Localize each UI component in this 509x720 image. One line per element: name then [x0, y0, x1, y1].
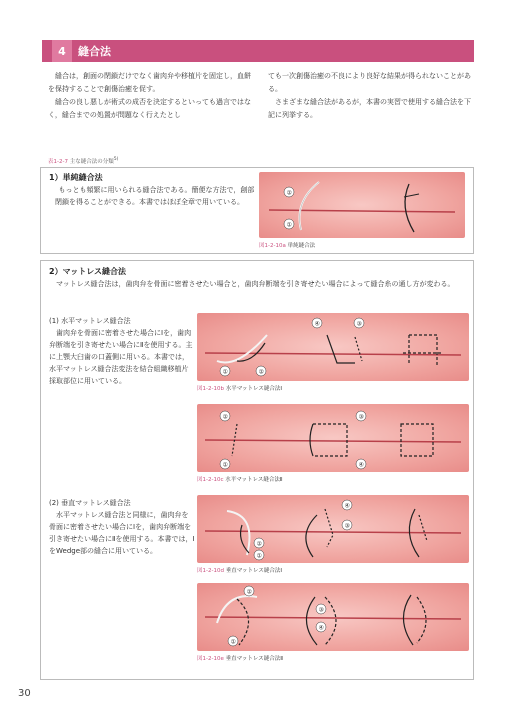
simple-suture-title: 1）単純縫合法	[49, 173, 103, 182]
intro-left-column	[48, 70, 252, 122]
mark-label: ①	[230, 638, 236, 646]
mattress-suture-text: マットレス縫合法は，歯肉弁を骨面に密着させたい場合と，歯肉弁断端を引き寄せたい場合によって縫合糸の通し方が変わる。	[56, 280, 455, 288]
figure-label: 図1-2-10c	[197, 477, 224, 483]
section-header	[42, 40, 474, 62]
vertical-mattress-1-figure	[197, 495, 469, 563]
mattress-suture-box	[40, 260, 474, 680]
table-label: 表1-2-7	[48, 159, 68, 165]
section-number: 4	[52, 40, 72, 62]
figure-title: 垂直マットレス縫合法Ⅱ	[225, 656, 283, 662]
simple-figure-caption	[259, 241, 315, 249]
mark-label: ②	[258, 368, 264, 376]
mark-label: ④	[344, 502, 350, 510]
mark-label: ②	[222, 413, 228, 421]
vertical-2-caption	[197, 654, 283, 662]
mark-label: ③	[358, 413, 364, 421]
vertical-mattress-text: 水平マットレス縫合法と同様に，歯肉弁を骨面に密着させたい場合にⅠを，歯肉弁断端を引き寄せたい場合にⅡを使用する。本書では，ⅠをWedge部の縫合に用いている。	[49, 511, 195, 555]
horizontal-mattress-text: 歯肉弁を骨面に密着させた場合にⅠを，歯肉弁断端を引き寄せたい場合にⅡを使用する。主に上顎大臼歯の口蓋側に用いる。本書では，水平マットレス縫合法変法を結合組織移植片採取部位に用いている。	[49, 329, 193, 385]
mark-label: ③	[318, 606, 324, 614]
page-number: 30	[18, 688, 31, 699]
intro-paragraph: さまざまな縫合法があるが，本書の実習で使用する縫合法を下記に列挙する。	[268, 98, 471, 119]
figure-label: 図1-2-10a	[259, 243, 286, 249]
intro-right-column	[268, 70, 474, 122]
mark-label: ②	[256, 540, 262, 548]
mark-label: ①	[222, 461, 228, 469]
horizontal-1-caption	[197, 384, 282, 392]
table-ref: 5)	[113, 157, 119, 163]
mark-label: ①	[222, 368, 228, 376]
horizontal-mattress-2-figure	[197, 404, 469, 472]
mark-label: ④	[318, 624, 324, 632]
table-caption	[48, 157, 118, 165]
figure-label: 図1-2-10e	[197, 656, 224, 662]
mark-label: ④	[358, 461, 364, 469]
mark-label: ①	[256, 552, 262, 560]
intro-paragraph: 縫合は，創面の閉鎖だけでなく歯肉弁や移植片を固定し，血餅を保持することで創傷治癒を促す。	[48, 72, 251, 93]
simple-suture-figure	[259, 172, 465, 238]
mark-label: ③	[356, 320, 362, 328]
figure-label: 図1-2-10b	[197, 386, 224, 392]
horizontal-mattress-title: (1) 水平マットレス縫合法	[49, 317, 131, 325]
intro-paragraph: ても一次創傷治癒の不良により良好な結果が得られないことがある。	[268, 72, 471, 93]
figure-title: 水平マットレス縫合法Ⅰ	[225, 386, 282, 392]
figure-title: 水平マットレス縫合法Ⅱ	[225, 477, 283, 483]
horizontal-2-caption	[197, 475, 283, 483]
mark-label: ③	[344, 522, 350, 530]
mark-label: ②	[286, 189, 292, 197]
horizontal-mattress-1-figure	[197, 313, 469, 381]
table-title: 主な縫合法の分類	[69, 159, 114, 165]
mattress-suture-title: 2）マットレス縫合法	[49, 267, 127, 276]
intro-paragraph: 縫合の良し悪しが術式の成否を決定するといっても過言ではなく，縫合までの処置が問題なく行えたとし	[48, 98, 251, 119]
mark-label: ①	[286, 221, 292, 229]
section-title: 縫合法	[78, 45, 111, 58]
mark-label: ②	[246, 588, 252, 596]
mark-label: ④	[314, 320, 320, 328]
vertical-mattress-title: (2) 垂直マットレス縫合法	[49, 499, 131, 507]
figure-label: 図1-2-10d	[197, 568, 224, 574]
figure-title: 単純縫合法	[287, 243, 316, 249]
vertical-mattress-2-figure	[197, 583, 469, 651]
simple-suture-text: もっとも頻繁に用いられる縫合法である。簡便な方法で，創部閉鎖を得ることができる。本書ではほぼ全章で用いている。	[55, 186, 255, 206]
figure-title: 垂直マットレス縫合法Ⅰ	[225, 568, 282, 574]
vertical-1-caption	[197, 566, 282, 574]
simple-suture-box	[40, 167, 474, 254]
